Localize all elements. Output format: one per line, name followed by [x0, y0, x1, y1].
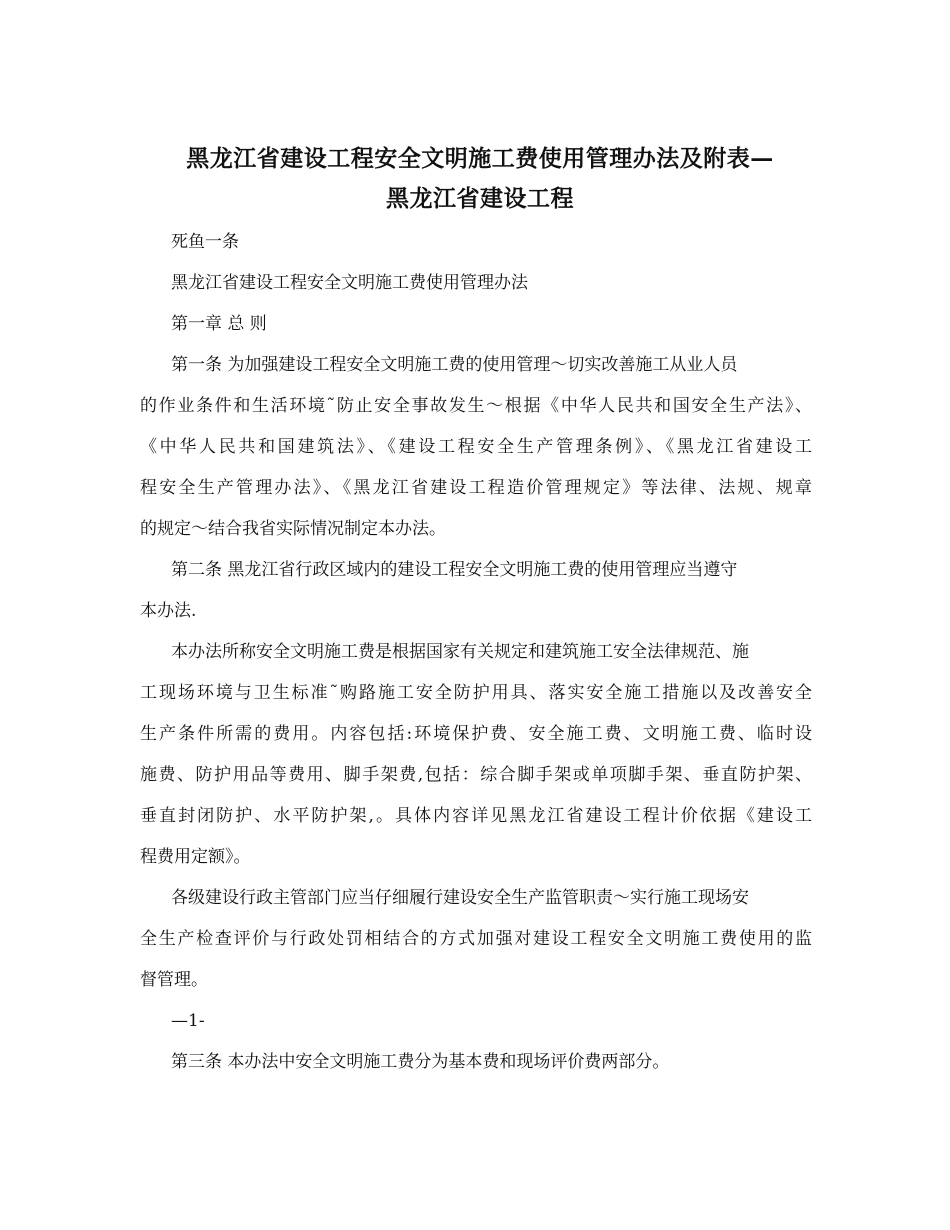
- article-1-line-4: 程安全生产管理办法》、《黑龙江省建设工程造价管理规定》等法律、法规、规章: [140, 478, 812, 498]
- chapter-heading: 第一章 总 则: [171, 314, 267, 334]
- article-3-line-1: 第三条 本办法中安全文明施工费分为基本费和现场评价费两部分。: [171, 1052, 670, 1072]
- regulation-name: 黑龙江省建设工程安全文明施工费使用管理办法: [171, 273, 528, 293]
- page-number: —1-: [171, 1011, 205, 1031]
- paragraph-supervision-line-3: 督管理。: [140, 970, 208, 990]
- paragraph-scope-line-3: 生产条件所需的费用。内容包括:环境保护费、安全施工费、文明施工费、临时设: [140, 724, 812, 744]
- document-title-line-2: 黑龙江省建设工程: [386, 185, 574, 212]
- paragraph-scope-line-6: 程费用定额》。: [140, 847, 251, 867]
- document-title-line-1: 黑龙江省建设工程安全文明施工费使用管理办法及附表—: [186, 145, 774, 172]
- paragraph-supervision-line-2: 全生产检查评价与行政处罚相结合的方式加强对建设工程安全文明施工费使用的监: [140, 929, 812, 949]
- article-2-line-2: 本办法.: [140, 601, 197, 621]
- paragraph-scope-line-5: 垂直封闭防护、水平防护架,。具体内容详见黑龙江省建设工程计价依据《建设工: [140, 806, 812, 826]
- article-2-line-1: 第二条 黑龙江省行政区域内的建设工程安全文明施工费的使用管理应当遵守: [171, 560, 738, 580]
- article-1-line-1: 第一条 为加强建设工程安全文明施工费的使用管理～切实改善施工从业人员: [171, 355, 738, 375]
- author-line: 死鱼一条: [171, 232, 239, 252]
- paragraph-scope-line-2: 工现场环境与卫生标准˜购路施工安全防护用具、落实安全施工措施以及改善安全: [140, 683, 812, 703]
- paragraph-supervision-line-1: 各级建设行政主管部门应当仔细履行建设安全生产监管职责～实行施工现场安: [171, 888, 749, 908]
- article-1-line-2: 的作业条件和生活环境˜防止安全事故发生～根据《中华人民共和国安全生产法》、: [140, 396, 812, 416]
- article-1-line-3: 《中华人民共和国建筑法》、《建设工程安全生产管理条例》、《黑龙江省建设工: [140, 437, 812, 457]
- paragraph-scope-line-4: 施费、防护用品等费用、脚手架费,包括：综合脚手架或单项脚手架、垂直防护架、: [140, 765, 812, 785]
- article-1-line-5: 的规定～结合我省实际情况制定本办法。: [140, 519, 446, 539]
- paragraph-scope-line-1: 本办法所称安全文明施工费是根据国家有关规定和建筑施工安全法律规范、施: [171, 642, 749, 662]
